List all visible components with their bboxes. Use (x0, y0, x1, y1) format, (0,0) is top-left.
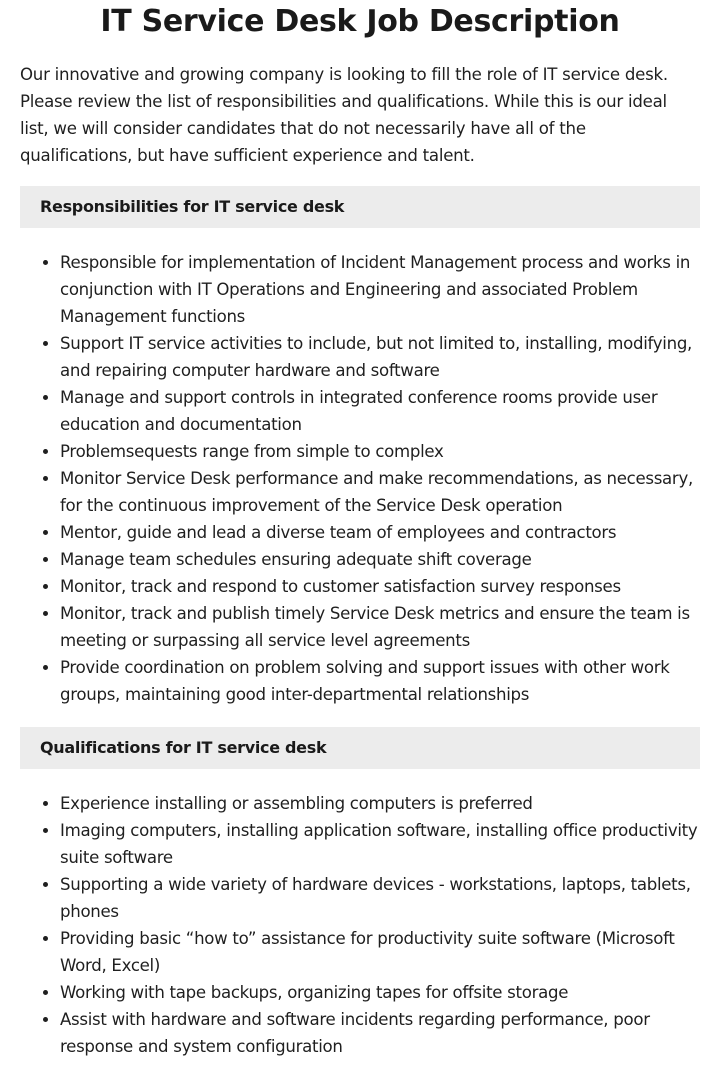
qualifications-list (20, 790, 700, 1060)
list-item: • Working with tape backups, organizing tapes for offsite storage (60, 979, 700, 1006)
list-item: • Experience installing or assembling computers is preferred (60, 790, 700, 817)
responsibilities-heading: Responsibilities for IT service desk (20, 186, 700, 228)
intro-paragraph: Our innovative and growing company is looking to fill the role of IT service desk. Please review the list of responsibilities and qualifications. While this is our ideal list, we will consider candidates that do not necessarily have all of the qualifications, but have sufficient experience and talent. (20, 65, 668, 165)
list-item: • Responsible for implementation of Incident Management process and works in conjunction with IT Operations and Engineering and associated Problem Management functions (60, 249, 700, 330)
list-item: • Monitor, track and publish timely Service Desk metrics and ensure the team is meeting or surpassing all service level agreements (60, 600, 700, 654)
responsibilities-list (20, 249, 700, 708)
list-item: • Manage team schedules ensuring adequate shift coverage (60, 546, 700, 573)
list-item: • Assist with hardware and software incidents regarding performance, poor response and system configuration (60, 1006, 700, 1060)
list-item: • Support IT service activities to include, but not limited to, installing, modifying, and repairing computer hardware and software (60, 330, 700, 384)
qualifications-heading: Qualifications for IT service desk (20, 727, 700, 769)
list-item: • Supporting a wide variety of hardware devices - workstations, laptops, tablets, phones (60, 871, 700, 925)
list-item: • Manage and support controls in integrated conference rooms provide user education and documentation (60, 384, 700, 438)
list-item: • Providing basic “how to” assistance for productivity suite software (Microsoft Word, Excel) (60, 925, 700, 979)
list-item: • Problemsequests range from simple to complex (60, 438, 700, 465)
list-item: • Imaging computers, installing application software, installing office productivity suite software (60, 817, 700, 871)
list-item: • Provide coordination on problem solving and support issues with other work groups, maintaining good inter-departmental relationships (60, 654, 700, 708)
list-item: • Monitor Service Desk performance and make recommendations, as necessary, for the continuous improvement of the Service Desk operation (60, 465, 700, 519)
list-item: • Mentor, guide and lead a diverse team of employees and contractors (60, 519, 700, 546)
page-title: IT Service Desk Job Description (100, 4, 620, 39)
list-item: • Monitor, track and respond to customer satisfaction survey responses (60, 573, 700, 600)
